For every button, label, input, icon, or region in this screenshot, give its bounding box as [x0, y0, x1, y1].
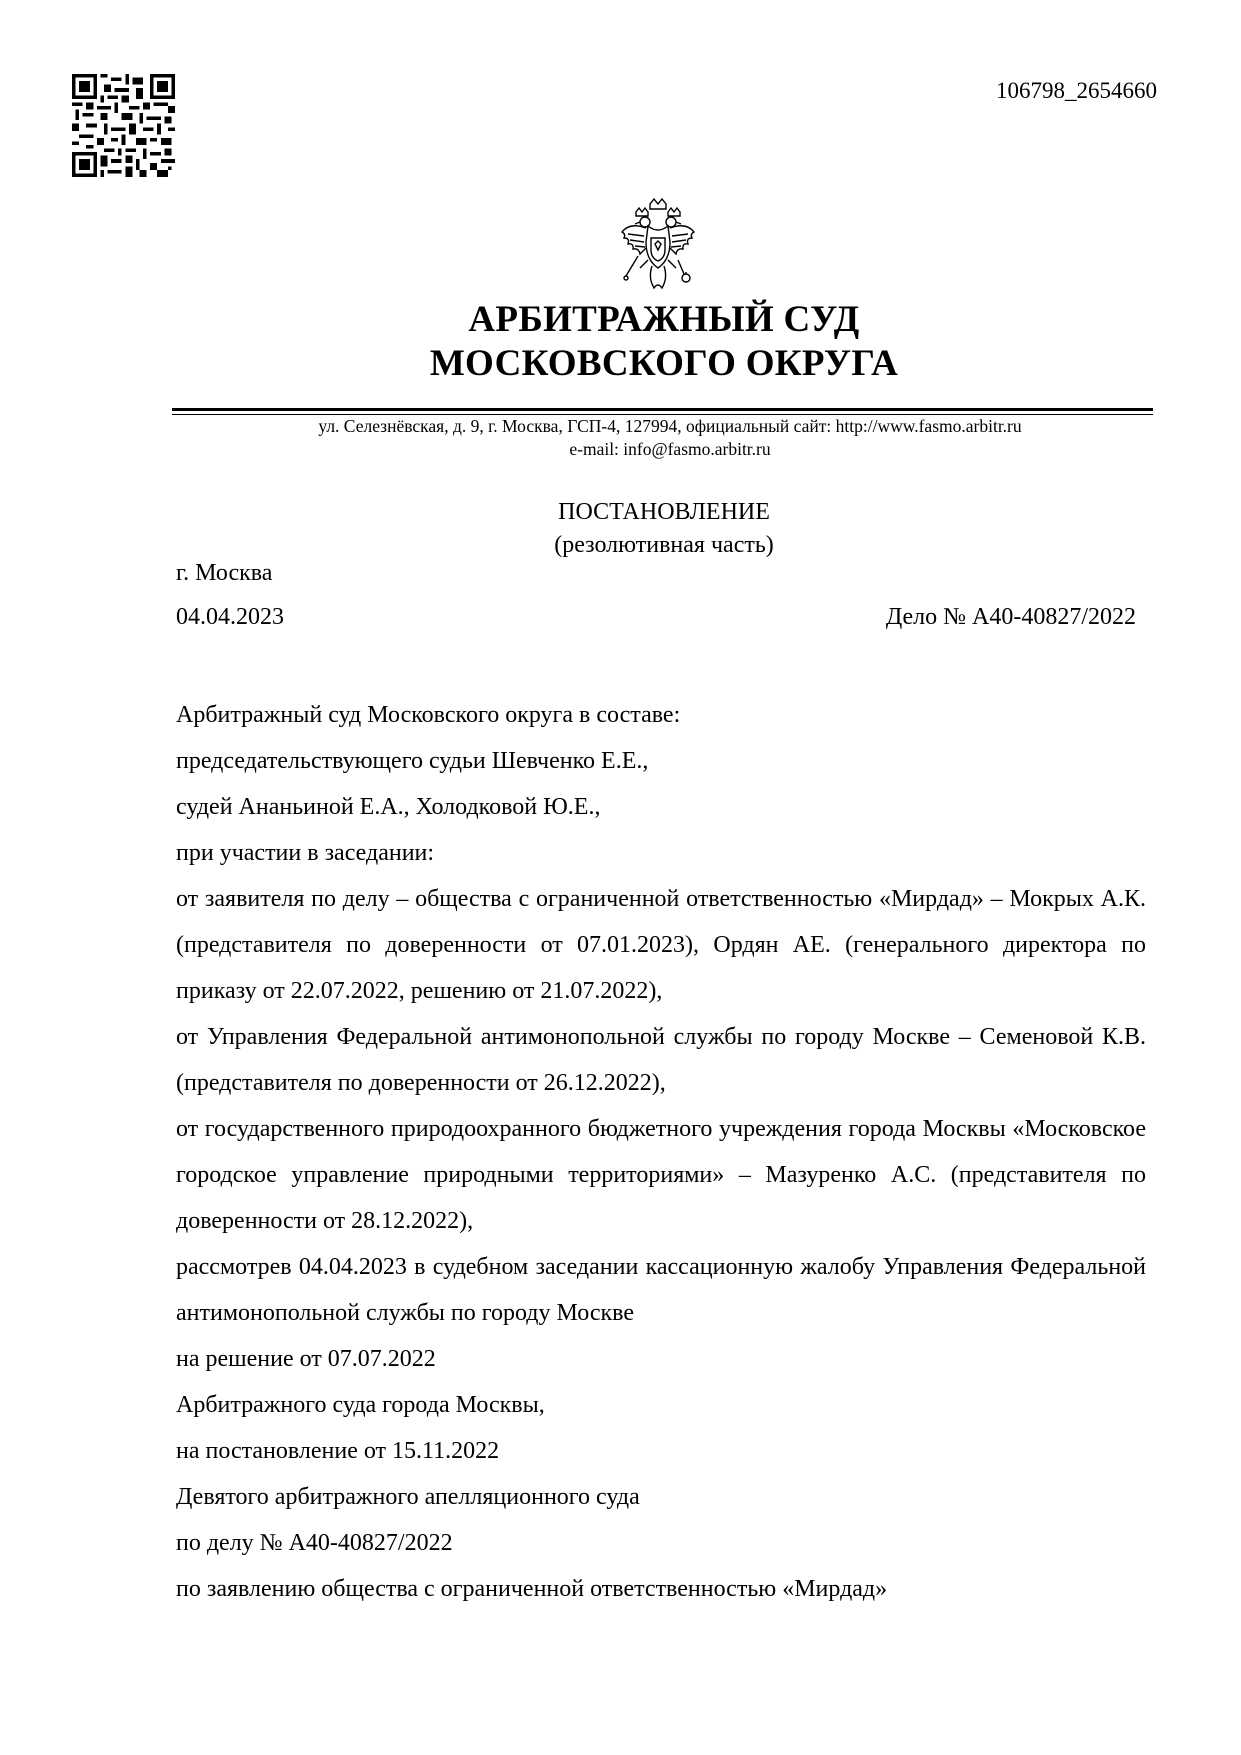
document-body	[176, 692, 1146, 1612]
decision-line: на решение от 07.07.2022	[176, 1346, 436, 1372]
qr-code-icon	[72, 74, 175, 177]
court-email: e-mail: info@fasmo.arbitr.ru	[569, 439, 771, 459]
composition-line: Арбитражный суд Московского округа в составе:	[176, 702, 681, 728]
fas-paragraph: от Управления Федеральной антимонопольной службы по городу Москве – Семеновой К.В. (представителя по доверенности от 26.12.2022),	[176, 1024, 1146, 1096]
court-address: ул. Селезнёвская, д. 9, г. Москва, ГСП-4, 127994, официальный сайт: http://www.fasmo.arbitr.ru	[318, 416, 1022, 436]
judges-line: судей Ананьиной Е.А., Холодковой Ю.Е.,	[176, 794, 601, 820]
applicant-paragraph: от заявителя по делу – общества с ограниченной ответственностью «Мирдад» – Мокрых А.К. (представителя по доверенности от 07.01.2023), Ордян АЕ. (генерального директора по приказу от 22.07.2022, решению от 21.07.2022),	[176, 886, 1146, 1004]
coat-of-arms-icon	[618, 198, 698, 292]
court-name-line2: МОСКОВСКОГО ОКРУГА	[429, 343, 899, 384]
resolution-line: на постановление от 15.11.2022	[176, 1438, 500, 1464]
institution-paragraph: от государственного природоохранного бюджетного учреждения города Москвы «Московское городское управление природными территориями» – Мазуренко А.С. (представителя по доверенности от 28.12.2022),	[176, 1116, 1146, 1234]
participation-line: при участии в заседании:	[176, 840, 435, 866]
court-name-line1: АРБИТРАЖНЫЙ СУД	[468, 299, 860, 340]
claim-line: по заявлению общества с ограниченной ответственностью «Мирдад»	[176, 1576, 888, 1602]
document-subtitle: (резолютивная часть)	[554, 532, 774, 558]
considered-paragraph: рассмотрев 04.04.2023 в судебном заседании кассационную жалобу Управления Федеральной антимонопольной службы по городу Москве	[176, 1254, 1146, 1326]
document-id: 106798_2654660	[996, 78, 1157, 103]
first-instance-court-line: Арбитражного суда города Москвы,	[176, 1392, 545, 1418]
appeal-court-line: Девятого арбитражного апелляционного суда	[176, 1484, 640, 1510]
header-divider-thick	[172, 408, 1153, 411]
presiding-judge-line: председательствующего судьи Шевченко Е.Е.,	[176, 748, 649, 774]
case-reference-line: по делу № А40-40827/2022	[176, 1530, 453, 1556]
document-title: ПОСТАНОВЛЕНИЕ	[558, 499, 770, 525]
document-city: г. Москва	[176, 560, 273, 586]
case-number: Дело № А40-40827/2022	[885, 604, 1136, 630]
document-date: 04.04.2023	[176, 604, 284, 630]
